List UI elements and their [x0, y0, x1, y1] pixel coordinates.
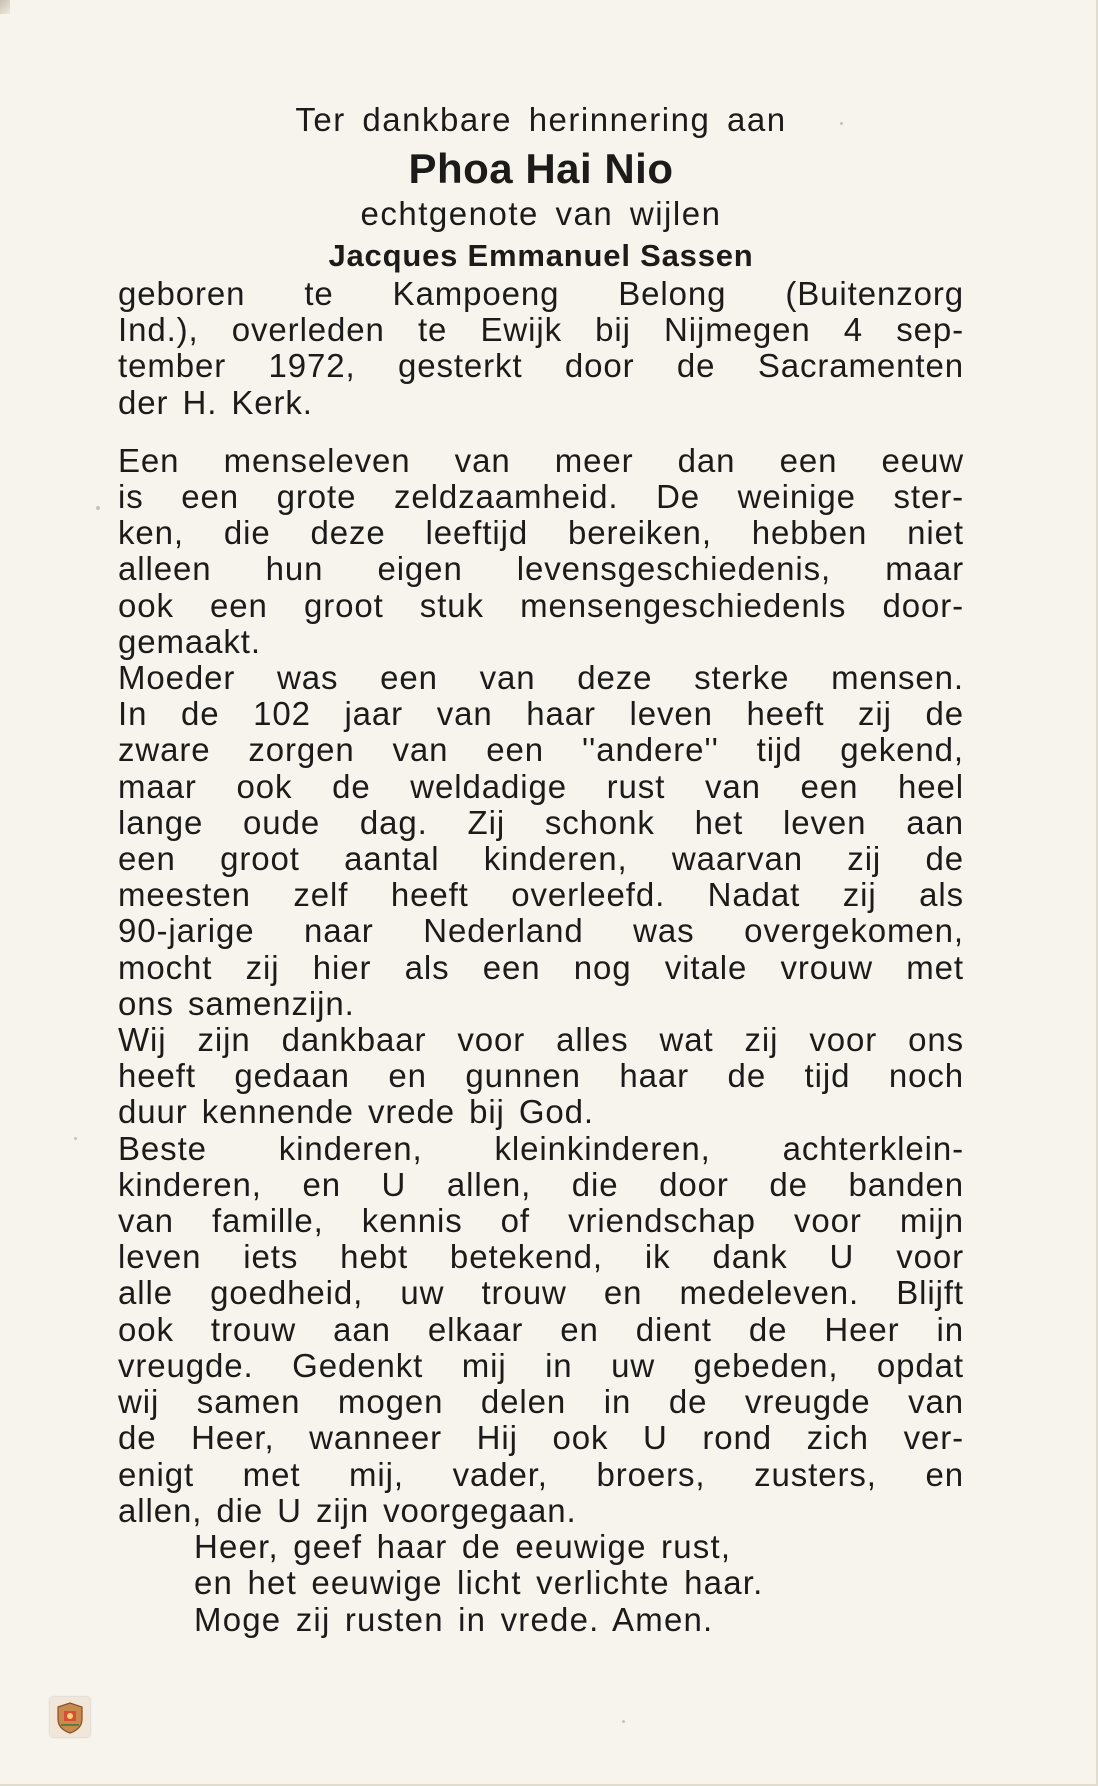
text-line: heeft gedaan en gunnen haar de tijd noch — [118, 1057, 964, 1095]
text-line: meesten zelf heeft overleefd. Nadat zij als — [118, 876, 964, 914]
memorial-text — [118, 443, 964, 1529]
text-line: Ind.), overleden te Ewijk bij Nijmegen 4 sep- — [118, 311, 964, 349]
corner-mark — [0, 0, 10, 14]
text-line: Moeder was een van deze sterke mensen. — [118, 659, 964, 697]
text-line: lange oude dag. Zij schonk het leven aan — [118, 803, 964, 841]
text-line: tember 1972, gesterkt door de Sacramenten — [118, 347, 964, 385]
paper-speck — [96, 506, 100, 510]
deceased-name: Phoa Hai Nio — [408, 145, 674, 192]
prayer-line: Heer, geef haar de eeuwige rust, — [194, 1527, 732, 1565]
text-line: Wij zijn dankbaar voor alles wat zij voor ons — [118, 1021, 964, 1059]
text-line: van famille, kennis of vriendschap voor mijn — [118, 1202, 964, 1240]
prayer-line: Moge zij rusten in vrede. Amen. — [194, 1600, 714, 1638]
text-line: alle goedheid, uw trouw en medeleven. Blijft — [118, 1274, 964, 1312]
text-line: wij samen mogen delen in de vreugde van — [118, 1383, 964, 1421]
text-line: Beste kinderen, kleinkinderen, achterklein- — [118, 1129, 964, 1167]
paper-speck — [840, 122, 843, 125]
text-line: alleen hun eigen levensgeschiedenis, maar — [118, 550, 964, 588]
paper-speck — [74, 1137, 77, 1140]
spouse-name: Jacques Emmanuel Sassen — [328, 238, 754, 273]
heraldic-stamp-icon — [50, 1697, 90, 1737]
text-line: duur kennende vrede bij God. — [118, 1093, 595, 1131]
text-line: gemaakt. — [118, 622, 261, 660]
text-line: maar ook de weldadige rust van een heel — [118, 767, 964, 805]
text-line: enigt met mij, vader, broers, zusters, en — [118, 1455, 964, 1493]
text-line: 90-jarige naar Nederland was overgekomen, — [118, 912, 964, 950]
text-line: geboren te Kampoeng Belong (Buitenzorg — [118, 275, 964, 312]
text-line: kinderen, en U allen, die door de banden — [118, 1165, 964, 1203]
text-line: vreugde. Gedenkt mij in uw gebeden, opdat — [118, 1346, 964, 1384]
text-line: ken, die deze leeftijd bereiken, hebben niet — [118, 514, 964, 552]
spouse-intro: echtgenote van wijlen — [360, 195, 722, 232]
text-line: Een menseleven van meer dan een eeuw — [118, 441, 964, 479]
text-line: allen, die U zijn voorgegaan. — [118, 1491, 577, 1529]
text-line: zware zorgen van een ''andere'' tijd gekend, — [118, 731, 964, 769]
text-line: is een grote zeldzaamheid. De weinige ster- — [118, 478, 964, 516]
closing-prayer — [194, 1529, 964, 1639]
birth-death-paragraph — [118, 276, 964, 421]
text-line: ook trouw aan elkaar en dient de Heer in — [118, 1310, 964, 1348]
text-line: der H. Kerk. — [118, 383, 313, 421]
text-line: een groot aantal kinderen, waarvan zij de — [118, 840, 964, 878]
prayer-line: en het eeuwige licht verlichte haar. — [194, 1564, 764, 1602]
text-line: mocht zij hier als een nog vitale vrouw met — [118, 948, 964, 986]
paper-speck — [622, 1720, 625, 1723]
text-line: ons samenzijn. — [118, 984, 355, 1022]
card-content — [118, 100, 964, 1638]
text-line: ook een groot stuk mensengeschiedenls door- — [118, 586, 964, 624]
text-line: leven iets hebt betekend, ik dank U voor — [118, 1238, 964, 1276]
card-heading: Ter dankbare herinnering aan — [295, 101, 787, 138]
text-line: In de 102 jaar van haar leven heeft zij de — [118, 695, 964, 733]
text-line: de Heer, wanneer Hij ook U rond zich ver- — [118, 1419, 964, 1457]
